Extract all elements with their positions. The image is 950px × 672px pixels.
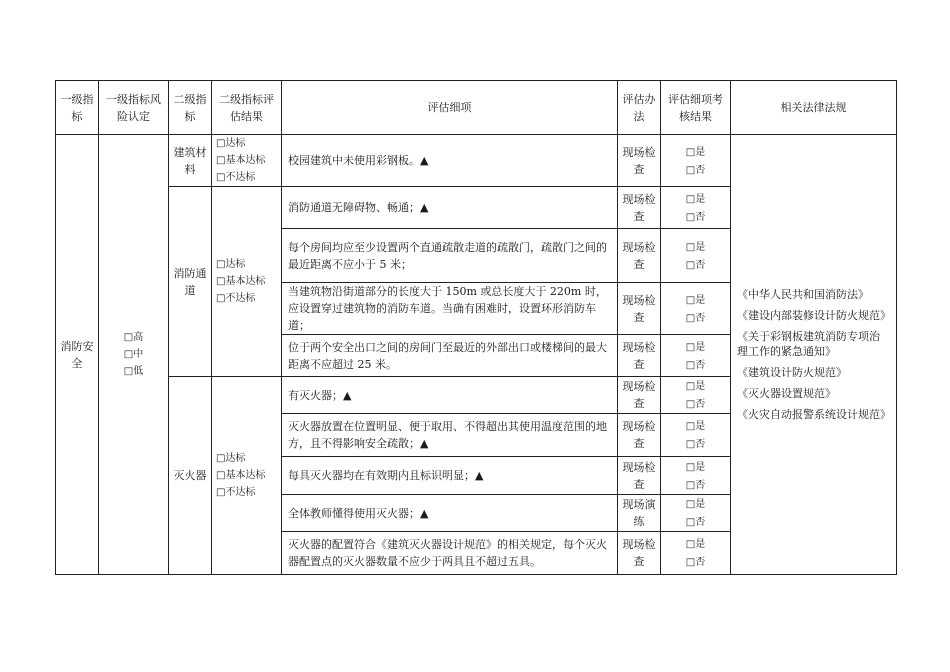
check-no[interactable]: □否 [685, 399, 706, 410]
check-result-cell [661, 495, 731, 532]
law-item: 《建设内部装修设计防火规范》 [737, 309, 891, 322]
level2-result [212, 187, 282, 377]
detail-item: 灭火器放置在位置明显、便于取用、不得超出其使用温度范围的地方，且不得影响安全疏散；▲ [282, 414, 618, 457]
header-level2-result: 二级指标评估结果 [212, 81, 282, 135]
method-cell: 现场检查 [618, 532, 661, 575]
method-cell: 现场检查 [618, 229, 661, 283]
check-result-cell [661, 377, 731, 414]
detail-item: 位于两个安全出口之间的房间门至最近的外部出口或楼梯间的最大距离不应超过 25 米。 [282, 335, 618, 377]
result-fail[interactable]: □不达标 [216, 172, 256, 183]
check-no[interactable]: □否 [685, 211, 706, 223]
assessment-table [55, 80, 897, 575]
check-yes[interactable]: □是 [685, 539, 706, 550]
laws-cell [731, 135, 897, 575]
check-result-cell [661, 187, 731, 229]
check-yes[interactable]: □是 [685, 341, 706, 353]
risk-cell [99, 135, 169, 575]
law-item: 《中华人民共和国消防法》 [737, 288, 869, 301]
detail-item: 当建筑物沿街道部分的长度大于 150m 或总长度大于 220m 时，应设置穿过建筑物的消防车道。当确有困难时，设置环形消防车道； [282, 283, 618, 335]
result-pass[interactable]: □达标 [216, 259, 246, 270]
law-item: 《关于彩钢板建筑消防专项治理工作的紧急通知》 [737, 330, 880, 358]
method-cell: 现场检查 [618, 335, 661, 377]
check-result-cell [661, 414, 731, 457]
check-yes[interactable]: □是 [685, 193, 706, 205]
check-result-cell [661, 457, 731, 495]
header-method: 评估办法 [618, 81, 661, 135]
header-level1: 一级指标 [56, 81, 99, 135]
result-fail[interactable]: □不达标 [216, 293, 256, 304]
level2-result [212, 377, 282, 575]
level1-cell: 消防安全 [56, 135, 99, 575]
header-detail: 评估细项 [282, 81, 618, 135]
check-no[interactable]: □否 [685, 557, 706, 568]
result-pass[interactable]: □达标 [216, 453, 246, 464]
method-cell: 现场演练 [618, 495, 661, 532]
check-yes[interactable]: □是 [685, 294, 706, 306]
level2-name: 灭火器 [169, 377, 212, 575]
check-yes[interactable]: □是 [685, 461, 706, 473]
check-yes[interactable]: □是 [685, 146, 706, 158]
result-basic-pass[interactable]: □基本达标 [216, 155, 266, 166]
check-result-cell [661, 135, 731, 187]
header-check-result: 评估细项考核结果 [661, 81, 731, 135]
level2-name: 建筑材料 [169, 135, 212, 187]
method-cell: 现场检查 [618, 135, 661, 187]
table-row [56, 135, 897, 187]
header-laws: 相关法律法规 [731, 81, 897, 135]
detail-item: 有灭火器；▲ [282, 377, 618, 414]
level2-result [212, 135, 282, 187]
detail-item: 全体教师懂得使用灭火器；▲ [282, 495, 618, 532]
method-cell: 现场检查 [618, 377, 661, 414]
level2-name: 消防通道 [169, 187, 212, 377]
check-no[interactable]: □否 [685, 259, 706, 271]
method-cell: 现场检查 [618, 414, 661, 457]
check-yes[interactable]: □是 [685, 499, 706, 510]
method-cell: 现场检查 [618, 187, 661, 229]
risk-option-high[interactable]: □高 [123, 332, 144, 343]
check-no[interactable]: □否 [685, 359, 706, 371]
check-result-cell [661, 532, 731, 575]
check-no[interactable]: □否 [685, 312, 706, 324]
detail-item: 每个房间均应至少设置两个直通疏散走道的疏散门，疏散门之间的最近距离不应小于 5 米； [282, 229, 618, 283]
check-no[interactable]: □否 [685, 517, 706, 528]
check-no[interactable]: □否 [685, 164, 706, 176]
law-item: 《火灾自动报警系统设计规范》 [737, 408, 891, 421]
header-row [56, 81, 897, 135]
result-basic-pass[interactable]: □基本达标 [216, 470, 266, 481]
check-result-cell [661, 229, 731, 283]
method-cell: 现场检查 [618, 457, 661, 495]
detail-item: 每具灭火器均在有效期内且标识明显；▲ [282, 457, 618, 495]
risk-option-medium[interactable]: □中 [123, 349, 144, 360]
check-yes[interactable]: □是 [685, 381, 706, 392]
check-yes[interactable]: □是 [685, 241, 706, 253]
detail-item: 灭火器的配置符合《建筑灭火器设计规范》的相关规定，每个灭火器配置点的灭火器数量不应少于两具且不超过五具。 [282, 532, 618, 575]
method-cell: 现场检查 [618, 283, 661, 335]
result-pass[interactable]: □达标 [216, 138, 246, 149]
risk-option-low[interactable]: □低 [123, 366, 144, 377]
check-result-cell [661, 283, 731, 335]
check-no[interactable]: □否 [685, 439, 706, 450]
check-result-cell [661, 335, 731, 377]
header-level2: 二级指标 [169, 81, 212, 135]
result-basic-pass[interactable]: □基本达标 [216, 276, 266, 287]
header-level1-risk: 一级指标风险认定 [99, 81, 169, 135]
detail-item: 校园建筑中未使用彩钢板。▲ [282, 135, 618, 187]
detail-item: 消防通道无障碍物、畅通；▲ [282, 187, 618, 229]
check-yes[interactable]: □是 [685, 421, 706, 432]
result-fail[interactable]: □不达标 [216, 487, 256, 498]
law-item: 《建筑设计防火规范》 [737, 366, 847, 379]
check-no[interactable]: □否 [685, 479, 706, 491]
law-item: 《灭火器设置规范》 [737, 387, 836, 400]
